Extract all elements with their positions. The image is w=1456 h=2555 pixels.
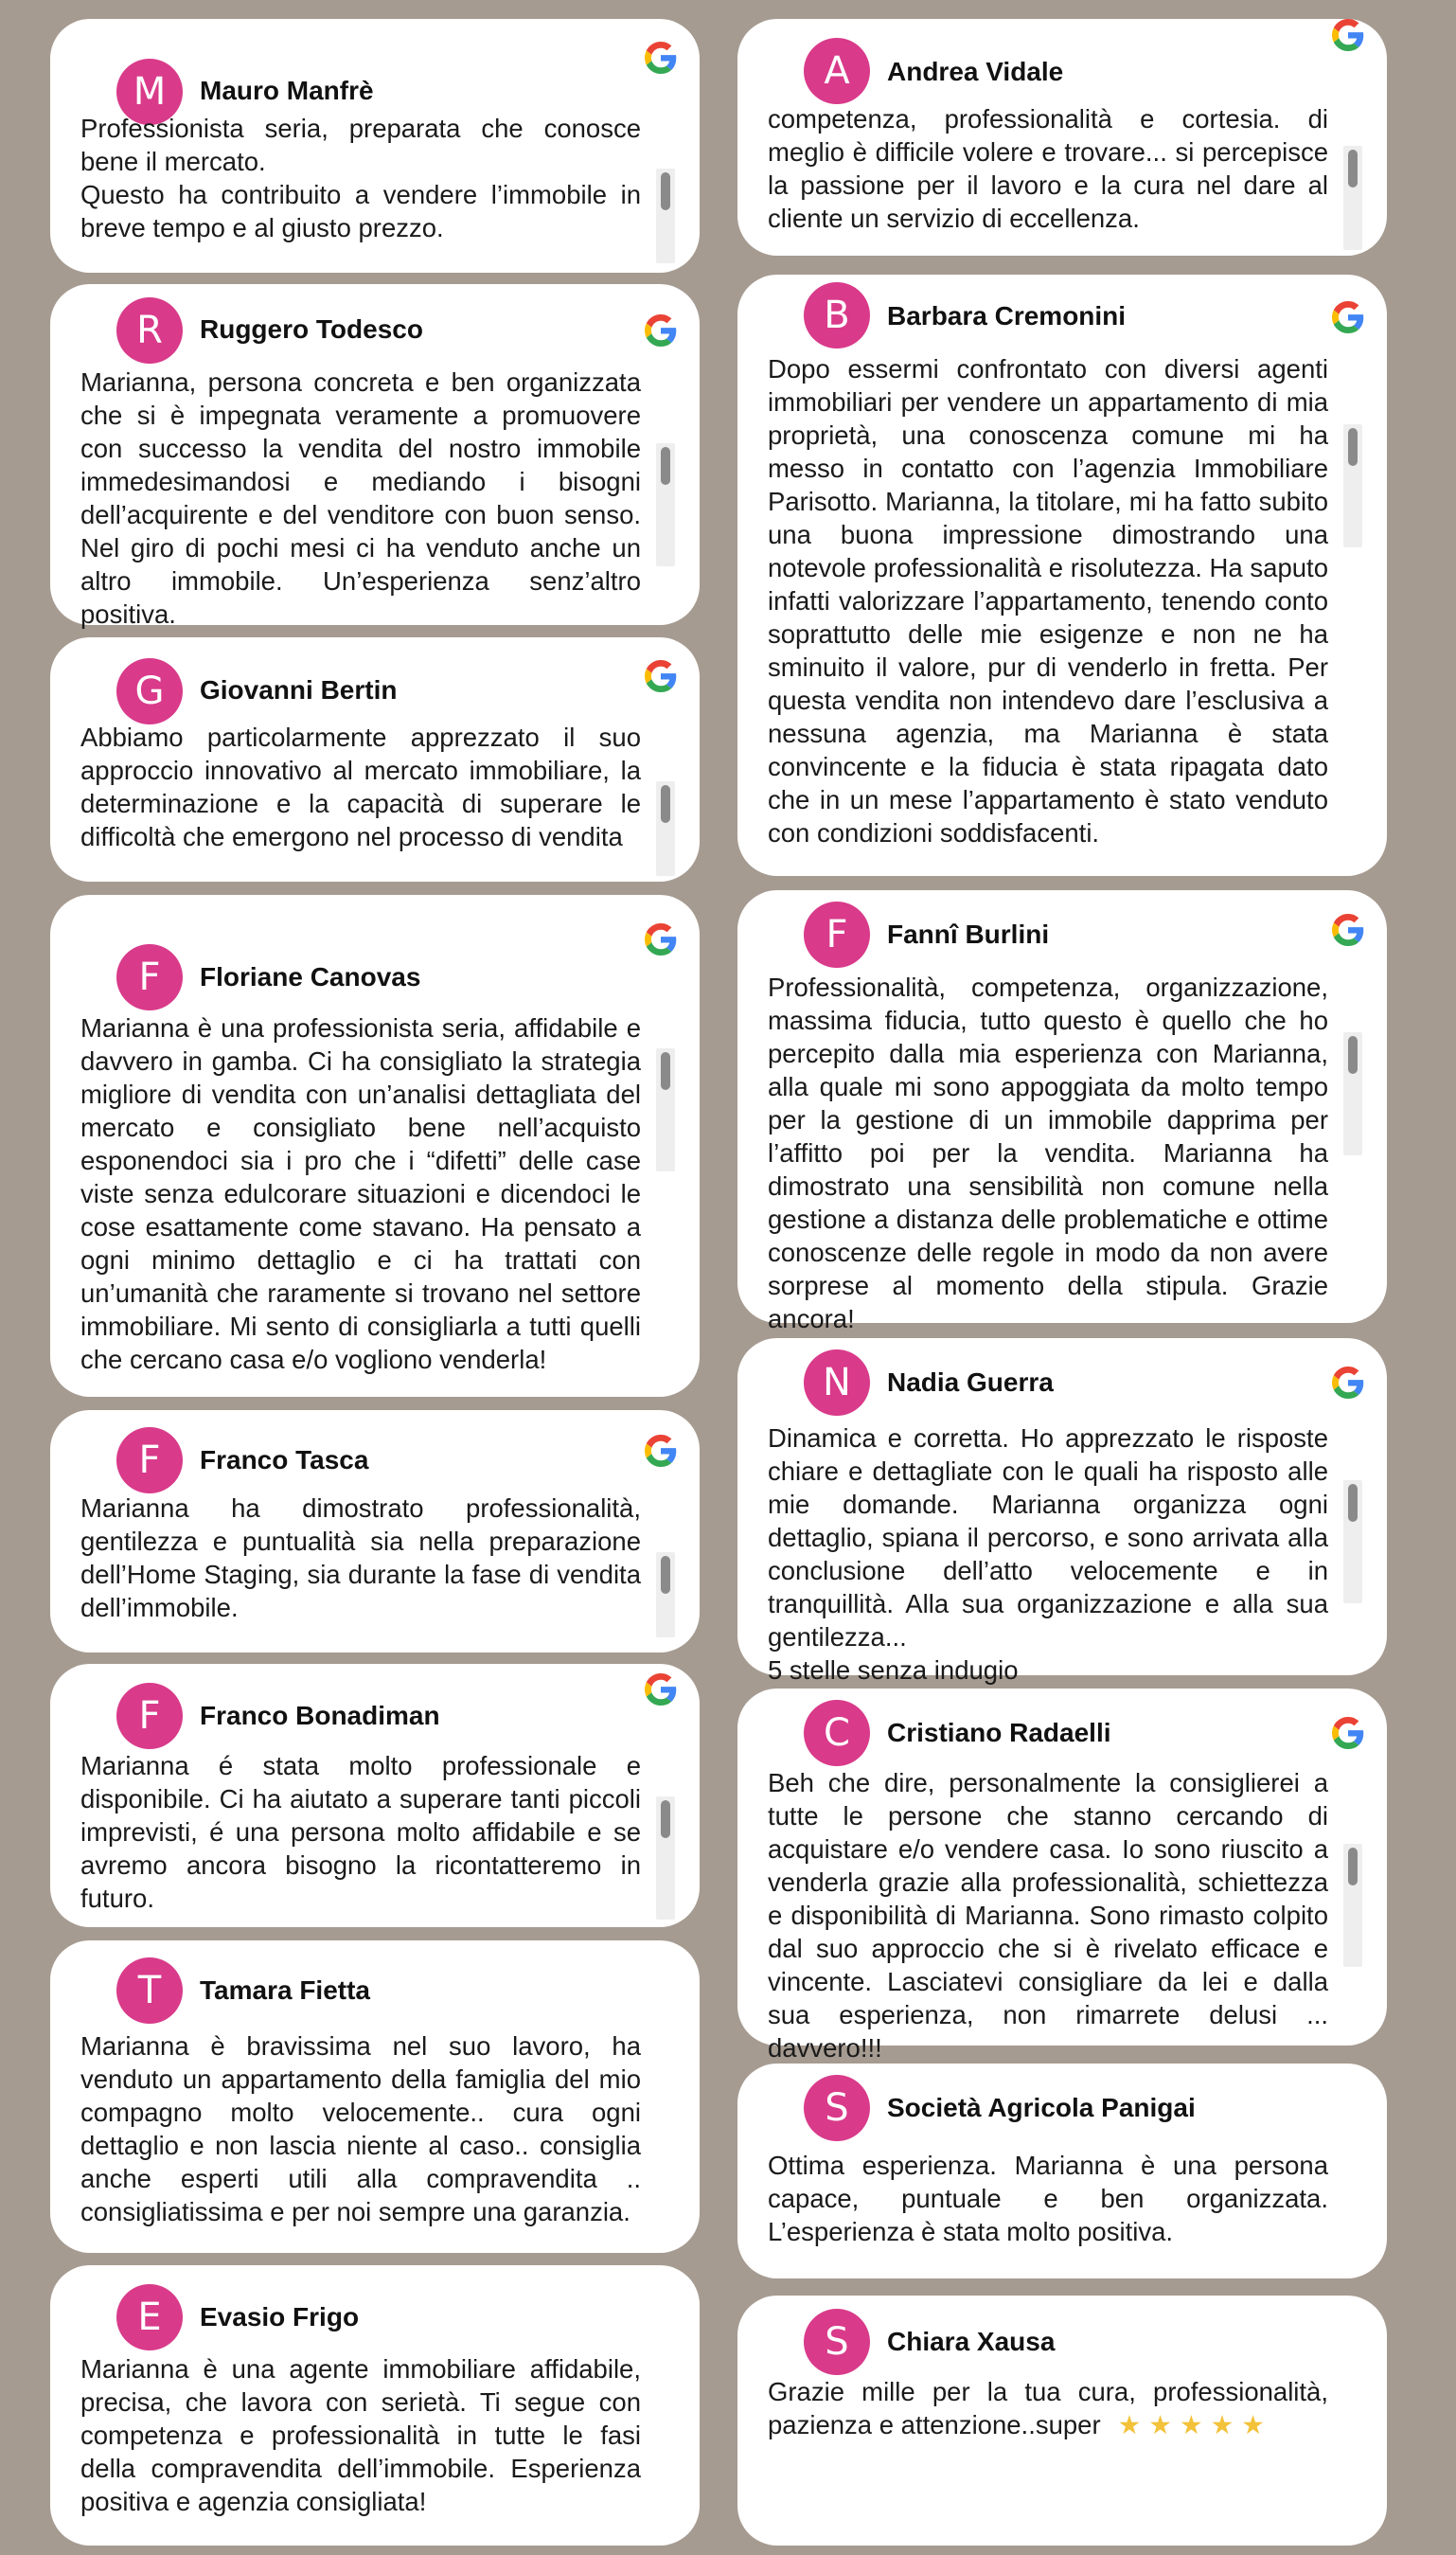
google-g-icon (645, 42, 677, 74)
review-author: Barbara Cremonini (887, 301, 1127, 331)
review-card (50, 19, 700, 273)
google-g-icon (645, 314, 677, 347)
review-text: Beh che dire, personalmente la consiglierei a tutte le persone che stanno cercando di acquistare e/o vendere casa. Io sono riuscito a venderla grazie alla professionalità, schiettezza e disponibilità di Marianna. Sono rimasto colpito dal suo approccio che si è rivelato efficace e vincente. Lasciatevi consigliare da lei e dalla sua esperienza, non rimarrete delusi ... davvero!!! (768, 1768, 1328, 2063)
avatar: A (804, 38, 870, 104)
review-author: Evasio Frigo (200, 2302, 360, 2332)
scrollbar[interactable] (1343, 1844, 1362, 1967)
review-card (50, 1410, 700, 1653)
scrollbar-thumb[interactable] (661, 172, 670, 210)
review-card (737, 275, 1387, 876)
avatar: T (116, 1957, 183, 2024)
review-author: Società Agricola Panigai (887, 2093, 1196, 2122)
avatar: F (116, 1683, 183, 1749)
review-text: Abbiamo particolarmente apprezzato il suo approccio innovativo al mercato immobiliare, la determinazione e la capacità di superare le difficoltà che emergono nel processo di vendita (80, 723, 641, 851)
scrollbar[interactable] (1343, 424, 1362, 547)
review-author: Nadia Guerra (887, 1367, 1054, 1397)
scrollbar-thumb[interactable] (661, 1556, 670, 1594)
scrollbar-thumb[interactable] (661, 785, 670, 823)
review-card (50, 1664, 700, 1927)
google-g-icon (1332, 1367, 1364, 1399)
scrollbar-thumb[interactable] (1348, 1848, 1358, 1885)
avatar: N (804, 1349, 870, 1416)
scrollbar-thumb[interactable] (1348, 428, 1358, 466)
reviews-column-left (50, 0, 700, 2555)
review-author: Fannî Burlini (887, 920, 1050, 949)
avatar: F (116, 944, 183, 1010)
scrollbar-thumb[interactable] (661, 447, 670, 485)
google-g-icon (645, 923, 677, 956)
review-card (50, 284, 700, 629)
scrollbar-thumb[interactable] (1348, 1484, 1358, 1522)
google-g-icon (645, 1673, 677, 1706)
scrollbar[interactable] (656, 1796, 675, 1920)
review-author: Mauro Manfrè (200, 76, 374, 105)
review-text: Dopo essermi confrontato con diversi agenti immobiliari per vendere un appartamento di mia proprietà, una conoscenza comune mi ha messo in contatto con l’agenzia Immobiliare Parisotto. Marianna, la titolare, mi ha fatto subito una buona impressione dimostrando una notevole professionalità e risolutezza. Ha saputo infatti valorizzare l’appartamento, tenendo conto soprattutto delle mie esigenze e non ne ha sminuito il valore, pur di venderlo in fretta. Per questa vendita non intendevo dare l’esclusiva a nessuna agenzia, ma Marianna è stata convincente e la fiducia è stata ripagata dato che in un mese l’appartamento è stato venduto con condizioni soddisfacenti. (768, 354, 1328, 848)
avatar: C (804, 1700, 870, 1766)
review-text: Professionalità, competenza, organizzazione, massima fiducia, tutto questo è quello che ho percepito dalla mia esperienza con Marianna, alla quale mi sono appoggiata da molto tempo per la gestione di un immobile dapprima per l’affitto poi per la vendita. Marianna ha dimostrato una sensibilità non comune nella gestione a distanza delle problematiche e ottime conoscenze delle regole in modo da non avere sorprese al momento della stipula. Grazie ancora! (768, 973, 1328, 1333)
review-text: Marianna è bravissima nel suo lavoro, ha venduto un appartamento della famiglia del mio compagno molto velocemente.. cura ogni dettaglio e non lascia niente al caso.. consiglia anche esperti utili alla compravendita .. consigliatissima e per noi sempre una garanzia. (80, 2031, 641, 2226)
scrollbar[interactable] (656, 781, 675, 876)
review-author: Andrea Vidale (887, 57, 1064, 86)
review-card (737, 2064, 1387, 2278)
review-author: Chiara Xausa (887, 2327, 1056, 2356)
review-card (50, 1940, 700, 2253)
review-text: Professionista seria, preparata che conosce bene il mercato. Questo ha contribuito a vendere l’immobile in breve tempo e al giusto prezzo. (80, 114, 641, 242)
review-card (50, 2265, 700, 2546)
avatar: R (116, 297, 183, 364)
google-g-icon (1332, 19, 1364, 51)
scrollbar-thumb[interactable] (1348, 150, 1358, 188)
google-g-icon (1332, 301, 1364, 333)
review-card (737, 1688, 1387, 2063)
avatar: B (804, 282, 870, 348)
avatar: M (116, 59, 183, 125)
scrollbar[interactable] (656, 169, 675, 263)
review-card (737, 890, 1387, 1333)
review-text: Ottima esperienza. Marianna è una persona capace, puntuale e ben organizzata. L’esperienza è stata molto positiva. (768, 2151, 1328, 2246)
scrollbar[interactable] (1343, 146, 1362, 250)
review-author: Franco Tasca (200, 1445, 369, 1474)
review-card (50, 895, 700, 1397)
review-author: Cristiano Radaelli (887, 1718, 1111, 1747)
review-author: Franco Bonadiman (200, 1701, 440, 1730)
review-text: Marianna ha dimostrato professionalità, gentilezza e puntualità sia nella preparazione dell’Home Staging, sia durante la fase di vendita dell’immobile. (80, 1493, 641, 1622)
scrollbar[interactable] (656, 1048, 675, 1171)
google-g-icon (645, 1435, 677, 1467)
scrollbar-thumb[interactable] (661, 1052, 670, 1090)
review-author: Floriane Canovas (200, 962, 421, 992)
review-text-content: Grazie mille per la tua cura, professionalità, pazienza e attenzione..super (768, 2377, 1328, 2439)
review-card (737, 1338, 1387, 1685)
avatar: S (804, 2309, 870, 2375)
review-text: Dinamica e corretta. Ho apprezzato le risposte chiare e dettagliate con le quali ha risposto alle mie domande. Marianna organizza ogni dettaglio, spiana il percorso, e sono arrivata alla conclusione dell’atto velocemente e in tranquillità. Alla sua organizzazione e alla sua gentilezza... 5 stelle senza indugio (768, 1423, 1328, 1685)
google-g-icon (1332, 914, 1364, 946)
review-author: Giovanni Bertin (200, 675, 398, 705)
scrollbar[interactable] (656, 443, 675, 566)
google-g-icon (1332, 1717, 1364, 1749)
avatar: S (804, 2075, 870, 2141)
review-author: Ruggero Todesco (200, 314, 423, 344)
review-text: Marianna é stata molto professionale e disponibile. Ci ha aiutato a superare tanti piccoli imprevisti, é una persona molto affidabile e se avremo ancora bisogno la ricontatteremo in futuro. (80, 1751, 641, 1913)
reviews-column-right (737, 0, 1387, 2555)
review-text: competenza, professionalità e cortesia. di meglio è difficile volere e trovare... si percepisce la passione per il lavoro e la cura nel dare al cliente un servizio di eccellenza. (768, 104, 1328, 233)
avatar: F (804, 902, 870, 968)
avatar: F (116, 1427, 183, 1493)
scrollbar[interactable] (1343, 1480, 1362, 1603)
star-rating: ★★★★★ (1117, 2410, 1272, 2439)
avatar: G (116, 658, 183, 724)
scrollbar-thumb[interactable] (661, 1800, 670, 1838)
review-card (737, 2296, 1387, 2546)
google-g-icon (645, 660, 677, 692)
scrollbar[interactable] (656, 1552, 675, 1637)
review-text: Marianna è una professionista seria, affidabile e davvero in gamba. Ci ha consigliato la strategia migliore di vendita con un’analisi dettagliata del mercato e consigliato bene nell’acquisto esponendoci sia i pro che i “difetti” delle case viste senza edulcorare situazioni e dicendoci le cose esattamente come stavano. Ha pensato a ogni minimo dettaglio e ci ha trattati con un’umanità che raramente si trovano nel settore immobiliare. Mi sento di consigliarla a tutti quelli che cercano casa e/o vogliono venderla! (80, 1013, 641, 1374)
review-card (737, 19, 1387, 256)
review-text: Marianna, persona concreta e ben organizzata che si è impegnata veramente a promuovere con successo la vendita del nostro immobile immedesimandosi e mediando i bisogni dell’acquirente e del venditore con buon senso. Nel giro di pochi mesi ci ha venduto anche un altro immobile. Un’esperienza senz’altro positiva. (80, 367, 641, 629)
avatar: E (116, 2284, 183, 2350)
review-text (768, 2375, 1328, 2441)
review-text: Marianna è una agente immobiliare affidabile, precisa, che lavora con serietà. Ti segue con competenza e professionalità in tutte le fasi della compravendita dell’immobile. Esperienza positiva e agenzia consigliata! (80, 2354, 641, 2516)
scrollbar-thumb[interactable] (1348, 1036, 1358, 1074)
review-card (50, 637, 700, 882)
review-author: Tamara Fietta (200, 1975, 370, 2005)
scrollbar[interactable] (1343, 1032, 1362, 1155)
